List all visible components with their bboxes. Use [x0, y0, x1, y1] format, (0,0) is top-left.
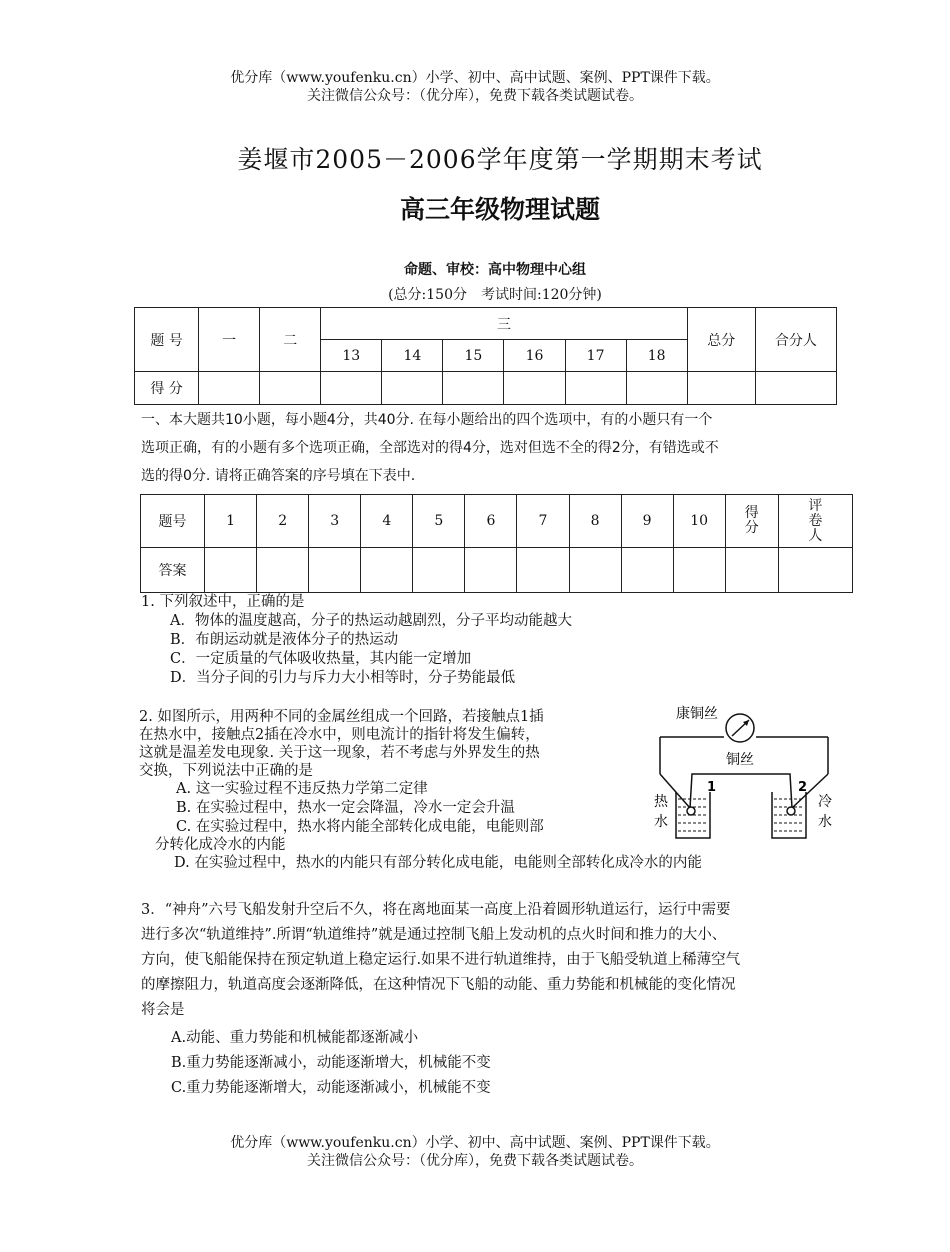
answer-cell[interactable]: [309, 548, 361, 593]
label-copper: 铜丝: [726, 752, 754, 768]
score-cell[interactable]: [443, 372, 504, 405]
exam-meta: (总分:150分 考试时间:120分钟): [388, 287, 602, 303]
header-line-2: 关注微信公众号：（优分库），免费下载各类试题试卷。: [307, 88, 643, 104]
score-cell[interactable]: [626, 372, 687, 405]
label-hot-1: 热: [654, 794, 668, 810]
thermocouple-diagram: [650, 696, 850, 846]
answer-cell[interactable]: [778, 548, 852, 593]
q3-line-5: 将会是: [141, 1002, 185, 1018]
answer-reviewer-char-1: 评: [808, 497, 823, 514]
answer-cell[interactable]: [465, 548, 517, 593]
q2-option-d: D. 在实验过程中，热水的内能只有部分转化成电能，电能则全部转化成冷水的内能: [174, 855, 702, 871]
answer-num: 9: [621, 495, 673, 548]
answer-cell[interactable]: [673, 548, 725, 593]
score-sub-13: 13: [321, 340, 382, 372]
q3-line-2: 进行多次“轨道维持”.所谓“轨道维持”就是通过控制飞船上发动机的点火时间和推力的大小、: [141, 927, 727, 943]
exam-subtitle: 高三年级物理试题: [399, 195, 600, 224]
q2-option-c-2: 分转化成冷水的内能: [155, 837, 286, 853]
q3-option-a: A.动能、重力势能和机械能都逐渐减小: [171, 1030, 419, 1046]
q1-option-b: B．布朗运动就是液体分子的热运动: [170, 632, 399, 648]
score-col-2: 二: [260, 308, 321, 372]
answer-cell[interactable]: [621, 548, 673, 593]
label-point-1: 1: [707, 780, 717, 795]
q2-stem-2: 在热水中，接触点2插在冷水中，则电流计的指针将发生偏转，: [139, 727, 540, 743]
score-sub-14: 14: [382, 340, 443, 372]
answer-score-char-1: 得: [744, 505, 759, 521]
q2-option-b: B. 在实验过程中，热水一定会降温，冷水一定会升温: [176, 800, 515, 816]
section1-line-2: 选项正确，有的小题有多个选项正确，全部选对的得4分，选对但选不全的得2分，有错选或不: [141, 440, 719, 456]
score-sub-16: 16: [504, 340, 565, 372]
copper-wire: [690, 774, 792, 808]
score-table: [134, 307, 837, 405]
q1-stem: 1. 下列叙述中，正确的是: [141, 594, 305, 610]
answer-num: 2: [257, 495, 309, 548]
answer-num: 10: [673, 495, 725, 548]
section1-line-3: 选的得0分. 请将正确答案的序号填在下表中.: [141, 468, 416, 484]
answer-num: 6: [465, 495, 517, 548]
answer-cell[interactable]: [413, 548, 465, 593]
answer-num: 7: [517, 495, 569, 548]
score-col-1: 一: [199, 308, 260, 372]
score-total: 总分: [687, 308, 755, 372]
q3-option-b: B.重力势能逐渐减小，动能逐渐增大，机械能不变: [171, 1055, 491, 1071]
junction-1-icon: [687, 807, 695, 815]
q3-line-3: 方向，使飞船能保持在预定轨道上稳定运行.如果不进行轨道维持，由于飞船受轨道上稀薄空气: [141, 952, 741, 968]
score-cell[interactable]: [504, 372, 565, 405]
answer-table: [140, 494, 853, 593]
score-col-3: 三: [321, 308, 687, 340]
q3-line-4: 的摩擦阻力，轨道高度会逐渐降低，在这种情况下飞船的动能、重力势能和机械能的变化情况: [141, 977, 736, 993]
answer-reviewer-header: [778, 495, 852, 548]
q1-option-d: D．当分子间的引力与斥力大小相等时，分子势能最低: [170, 670, 516, 686]
score-sub-18: 18: [626, 340, 687, 372]
score-cell[interactable]: [755, 372, 836, 405]
answer-num: 8: [569, 495, 621, 548]
section1-instructions: [141, 406, 719, 490]
score-grader: 合分人: [755, 308, 836, 372]
answer-cell[interactable]: [725, 548, 778, 593]
answer-reviewer-char-2: 卷: [808, 512, 823, 529]
answer-cell[interactable]: [257, 548, 309, 593]
section1-line-1: 一、本大题共10小题，每小题4分，共40分. 在每小题给出的四个选项中，有的小题只有一个: [141, 412, 713, 428]
footer-line-2: 关注微信公众号：（优分库），免费下载各类试题试卷。: [307, 1153, 643, 1169]
q3-line-1: 3．“神舟”六号飞船发射升空后不久，将在离地面某一高度上沿着圆形轨道运行，运行中需要: [141, 902, 731, 918]
q2-option-a: A. 这一实验过程不违反热力学第二定律: [176, 781, 428, 797]
score-cell[interactable]: [382, 372, 443, 405]
answer-label-answer: 答案: [141, 548, 205, 593]
score-label-num: 题 号: [135, 308, 199, 372]
q3-option-c: C.重力势能逐渐增大，动能逐渐减小，机械能不变: [171, 1080, 491, 1096]
label-hot-2: 水: [654, 814, 668, 830]
header-line-1: 优分库（www.youfenku.cn）小学、初中、高中试题、案例、PPT课件下载。: [230, 70, 720, 86]
answer-label-num: 题号: [141, 495, 205, 548]
label-point-2: 2: [798, 780, 808, 795]
answer-cell[interactable]: [205, 548, 257, 593]
junction-2-icon: [787, 807, 795, 815]
q2-stem-4: 交换，下列说法中正确的是: [139, 763, 313, 779]
label-cold-2: 水: [818, 814, 832, 830]
q2-stem-3: 这就是温差发电现象. 关于这一现象，若不考虑与外界发生的热: [139, 745, 540, 761]
q2-stem-1: 2. 如图所示，用两种不同的金属丝组成一个回路，若接触点1插: [139, 709, 544, 725]
exam-authors: 命题、审校：高中物理中心组: [404, 262, 586, 278]
answer-reviewer-char-3: 人: [808, 527, 823, 544]
score-cell[interactable]: [199, 372, 260, 405]
q2-option-c-1: C. 在实验过程中，热水将内能全部转化成电能，电能则部: [176, 819, 544, 835]
score-cell[interactable]: [321, 372, 382, 405]
score-sub-17: 17: [565, 340, 626, 372]
score-cell[interactable]: [260, 372, 321, 405]
score-cell[interactable]: [687, 372, 755, 405]
label-cold-1: 冷: [818, 794, 832, 810]
score-label-score: 得 分: [135, 372, 199, 405]
q1-option-c: C．一定质量的气体吸收热量，其内能一定增加: [170, 651, 472, 667]
answer-cell[interactable]: [517, 548, 569, 593]
answer-num: 1: [205, 495, 257, 548]
label-constantan: 康铜丝: [676, 706, 718, 722]
score-sub-15: 15: [443, 340, 504, 372]
exam-title: 姜堰市2005－2006学年度第一学期期末考试: [237, 145, 763, 174]
answer-num: 5: [413, 495, 465, 548]
score-cell[interactable]: [565, 372, 626, 405]
answer-cell[interactable]: [361, 548, 413, 593]
answer-num: 3: [309, 495, 361, 548]
answer-cell[interactable]: [569, 548, 621, 593]
answer-num: 4: [361, 495, 413, 548]
answer-score-header: [725, 495, 778, 548]
q1-option-a: A．物体的温度越高，分子的热运动越剧烈，分子平均动能越大: [170, 613, 572, 629]
answer-score-char-2: 分: [744, 520, 759, 536]
footer-line-1: 优分库（www.youfenku.cn）小学、初中、高中试题、案例、PPT课件下载。: [230, 1135, 720, 1151]
